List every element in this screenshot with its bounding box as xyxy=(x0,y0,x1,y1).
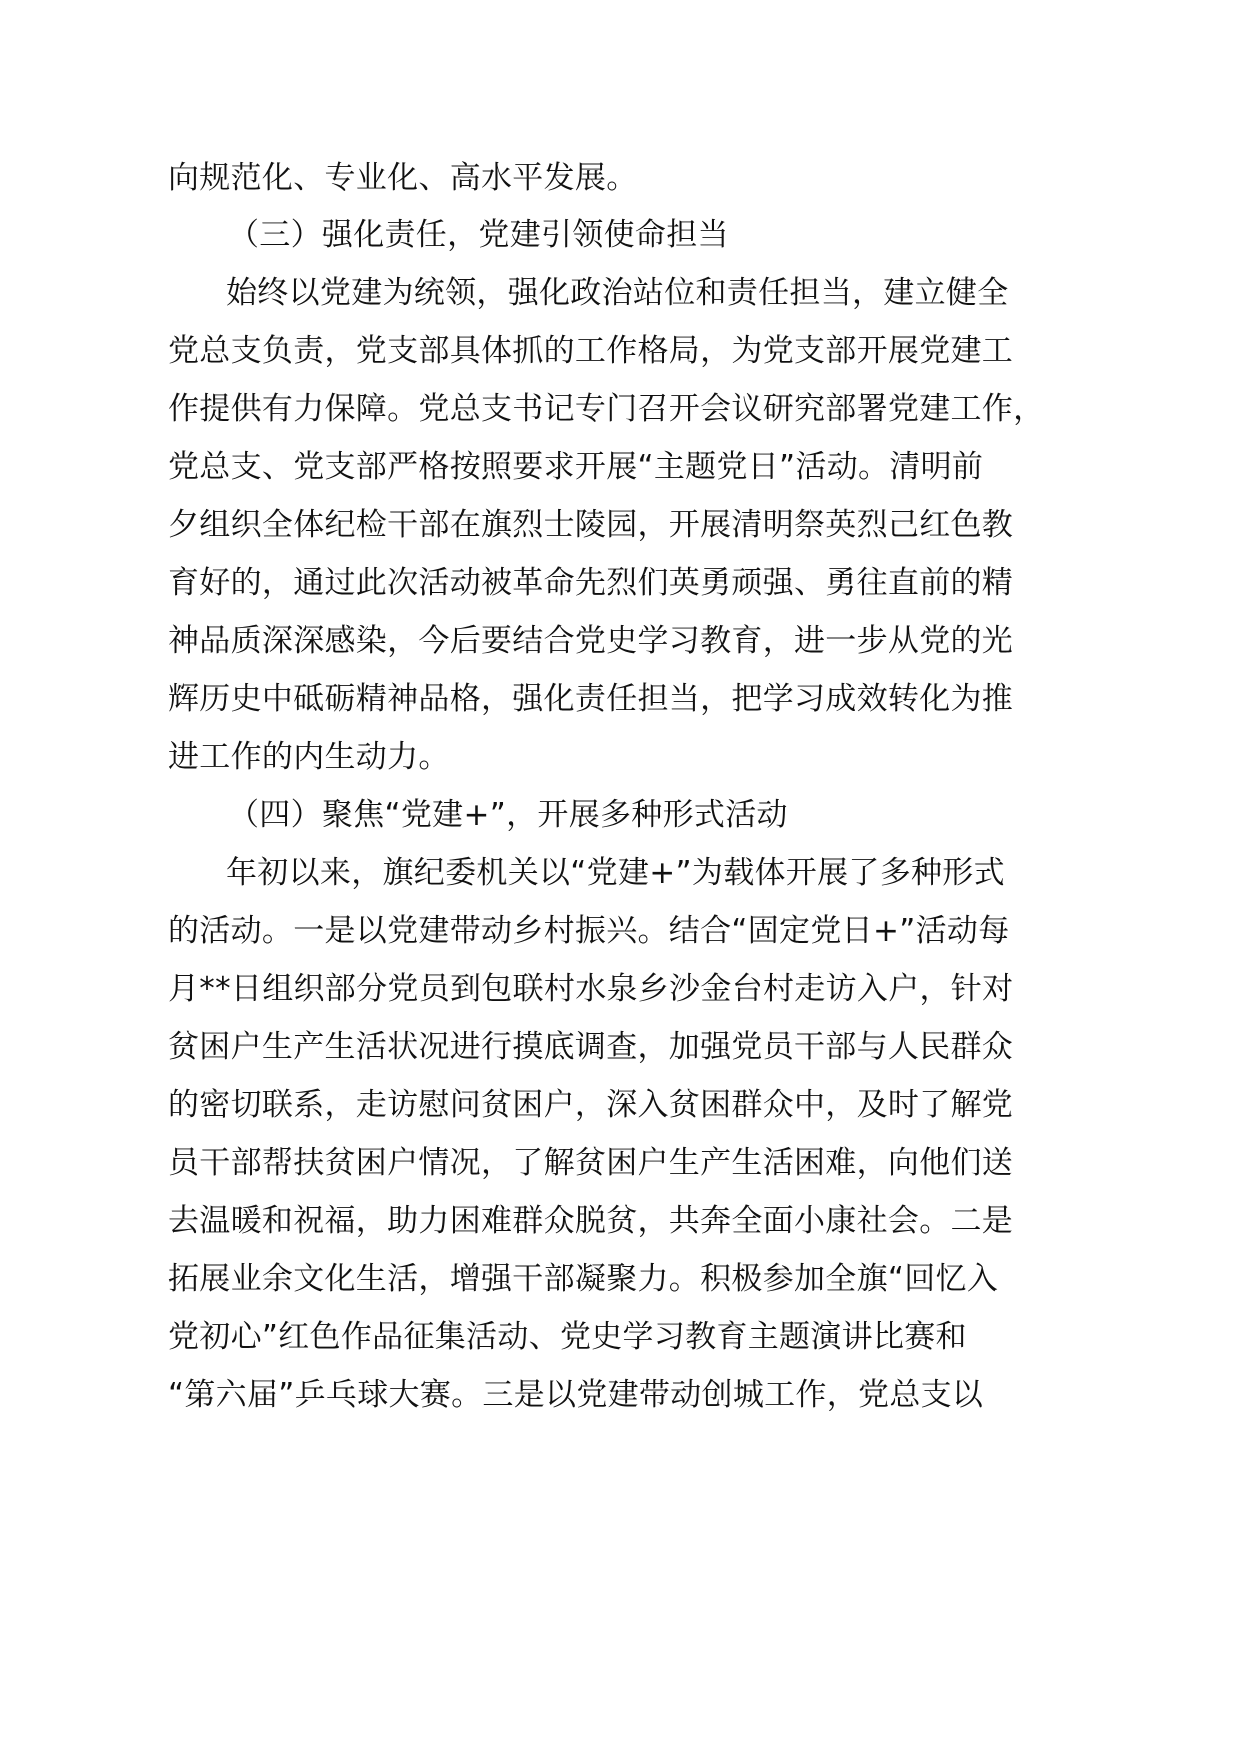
text-line: 向规范化、专业化、高水平发展。 xyxy=(168,160,638,196)
section-heading: （三）强化责任，党建引领使命担当 xyxy=(228,217,729,253)
text-line: 始终以党建为统领，强化政治站位和责任担当，建立健全 xyxy=(226,275,1009,311)
text-line: “第六届”乒乓球大赛。三是以党建带动创城工作，党总支以 xyxy=(168,1377,984,1413)
text-line: 年初以来，旗纪委机关以“党建+”为载体开展了多种形式 xyxy=(226,855,1005,891)
text-line: 夕组织全体纪检干部在旗烈士陵园，开展清明祭英烈己红色教 xyxy=(168,507,1014,543)
text-line: 去温暖和祝福，助力困难群众脱贫，共奔全面小康社会。二是 xyxy=(168,1203,1014,1239)
text-line: 党总支负责，党支部具体抓的工作格局，为党支部开展党建工 xyxy=(168,333,1014,369)
text-line: 辉历史中砥砺精神品格，强化责任担当，把学习成效转化为推 xyxy=(168,681,1014,717)
text-line: 党初心”红色作品征集活动、党史学习教育主题演讲比赛和 xyxy=(168,1319,967,1355)
text-line: 员干部帮扶贫困户情况，了解贫困户生产生活困难，向他们送 xyxy=(168,1145,1014,1181)
text-line: 神品质深深感染，今后要结合党史学习教育，进一步从党的光 xyxy=(168,623,1014,659)
text-line: 作提供有力保障。党总支书记专门召开会议研究部署党建工作， xyxy=(168,391,1045,427)
text-line: 党总支、党支部严格按照要求开展“主题党日”活动。清明前 xyxy=(168,449,984,485)
text-line: 育好的，通过此次活动被革命先烈们英勇顽强、勇往直前的精 xyxy=(168,565,1014,601)
section-heading: （四）聚焦“党建+”，开展多种形式活动 xyxy=(228,797,788,833)
text-line: 的活动。一是以党建带动乡村振兴。结合“固定党日+”活动每 xyxy=(168,913,1010,949)
text-line: 贫困户生产生活状况进行摸底调查，加强党员干部与人民群众 xyxy=(168,1029,1014,1065)
text-line: 拓展业余文化生活，增强干部凝聚力。积极参加全旗“回忆入 xyxy=(168,1261,999,1297)
text-line: 进工作的内生动力。 xyxy=(168,739,450,775)
text-line: 月**日组织部分党员到包联村水泉乡沙金台村走访入户，针对 xyxy=(168,971,1014,1007)
text-line: 的密切联系，走访慰问贫困户，深入贫困群众中，及时了解党 xyxy=(168,1087,1014,1123)
